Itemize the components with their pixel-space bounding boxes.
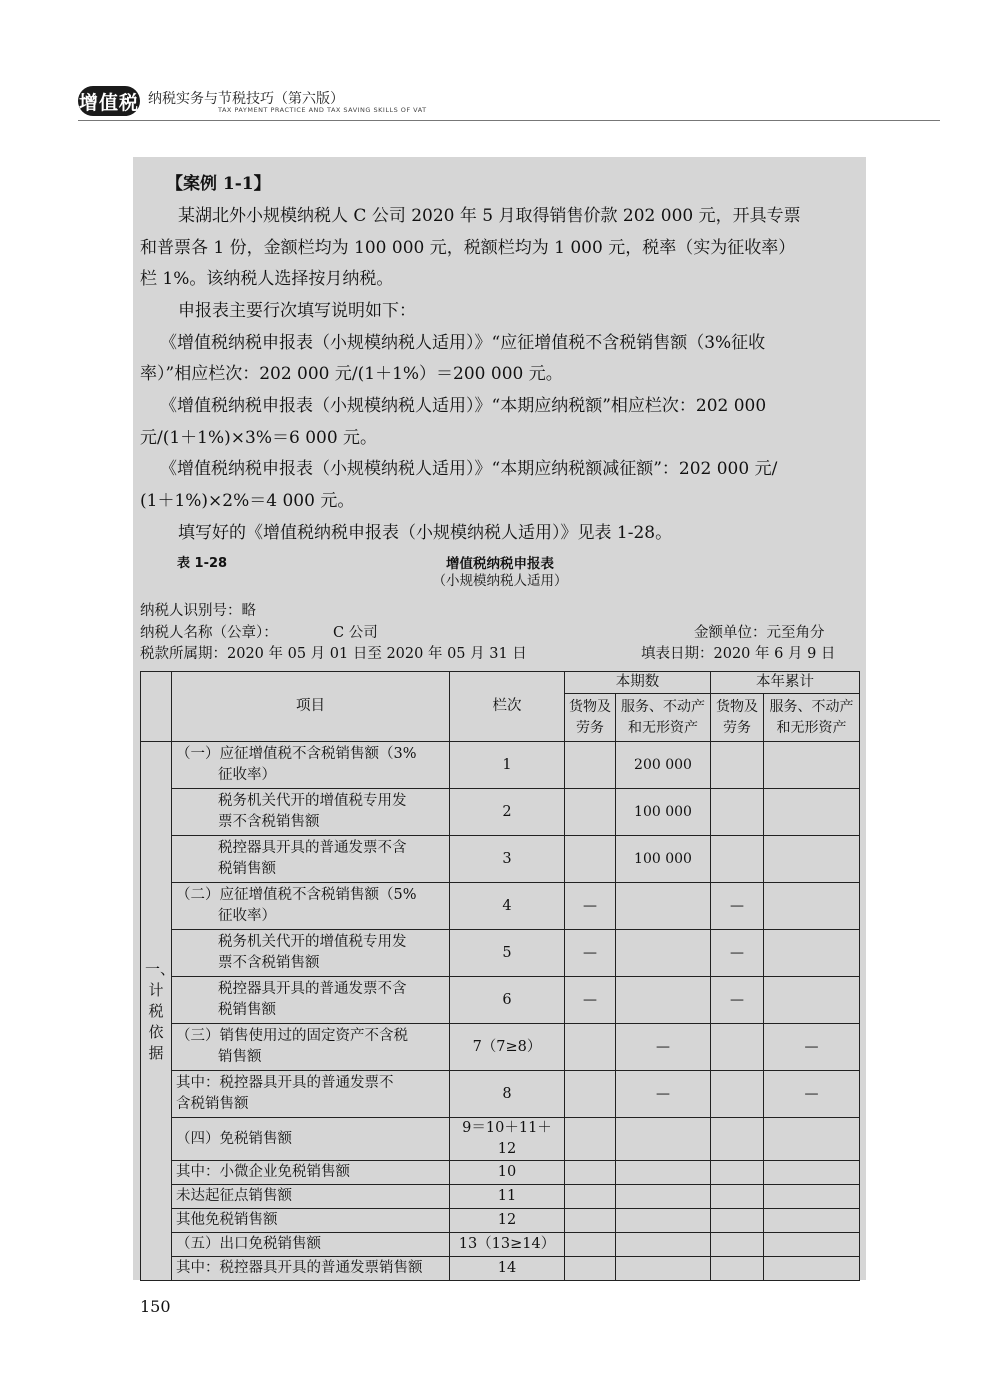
tax-period: 税款所属期：2020 年 05 月 01 日至 2020 年 05 月 31 日 — [140, 646, 527, 662]
row-item: 税控器具开具的普通发票不含 税销售额 — [172, 977, 450, 1024]
cell-ys — [764, 1161, 860, 1185]
taxpayer-name-label: 纳税人名称（公章）： — [140, 625, 278, 641]
table-row — [141, 1071, 860, 1118]
cell-ys — [764, 742, 860, 789]
case-line: 率）”相应栏次：202 000 元/(1＋1%）＝200 000 元。 — [140, 364, 563, 384]
cell-cs — [616, 1209, 711, 1233]
case-line: 《增值税纳税申报表（小规模纳税人适用）》“本期应纳税额减征额”：202 000 元/ — [160, 459, 778, 479]
cell-cg — [565, 836, 616, 883]
cell-yg — [711, 742, 764, 789]
cell-yg: — — [711, 883, 764, 930]
cell-ys: — — [764, 1024, 860, 1071]
corner-cell — [141, 672, 172, 742]
row-item: 税控器具开具的普通发票不含 税销售额 — [172, 836, 450, 883]
case-line: 某湖北外小规模纳税人 C 公司 2020 年 5 月取得销售价款 202 000 元，开具专票 — [178, 206, 801, 226]
vat-return-table — [140, 671, 860, 1281]
cell-line: 9＝10＋11＋12 — [450, 1118, 565, 1161]
cell-cs — [616, 1118, 711, 1161]
cell-cg — [565, 1233, 616, 1257]
cell-cg: — — [565, 883, 616, 930]
table-row — [141, 883, 860, 930]
cell-cs: 100 000 — [616, 789, 711, 836]
cell-ys — [764, 1118, 860, 1161]
cell-cg — [565, 1161, 616, 1185]
cell-cs — [616, 883, 711, 930]
cell-line: 11 — [450, 1185, 565, 1209]
cell-cg — [565, 1257, 616, 1281]
table-row — [141, 742, 860, 789]
header-services-current: 服务、不动产 和无形资产 — [616, 694, 711, 742]
page-number: 150 — [140, 1297, 171, 1316]
row-item: （二）应征增值税不含税销售额（5% 征收率） — [172, 883, 450, 930]
header-rule — [78, 120, 940, 121]
cell-cg — [565, 1024, 616, 1071]
table-title: 增值税纳税申报表 — [446, 556, 554, 572]
taxpayer-name: C 公司 — [333, 625, 378, 641]
cell-cs — [616, 1185, 711, 1209]
cell-line: 1 — [450, 742, 565, 789]
cell-ys — [764, 1233, 860, 1257]
table-row — [141, 1024, 860, 1071]
row-item: 其中：小微企业免税销售额 — [172, 1161, 450, 1185]
table-row — [141, 1185, 860, 1209]
table-subtitle: （小规模纳税人适用） — [432, 573, 568, 589]
row-item: （三）销售使用过的固定资产不含税 销售额 — [172, 1024, 450, 1071]
case-line: 栏 1%。该纳税人选择按月纳税。 — [140, 269, 394, 289]
case-line: 元/(1＋1%)×3%＝6 000 元。 — [140, 428, 378, 448]
cell-cs: 200 000 — [616, 742, 711, 789]
row-item: （五）出口免税销售额 — [172, 1233, 450, 1257]
section-label: 一、 计 税 依 据 — [141, 742, 172, 1281]
table-row — [141, 1233, 860, 1257]
cell-ys — [764, 883, 860, 930]
case-line: 申报表主要行次填写说明如下： — [178, 301, 416, 321]
cell-cg: — — [565, 977, 616, 1024]
cell-yg — [711, 1209, 764, 1233]
cell-line: 7（7≥8） — [450, 1024, 565, 1071]
book-title: 纳税实务与节税技巧（第六版） — [148, 91, 344, 107]
header-line: 栏次 — [450, 672, 565, 742]
cell-cs — [616, 1233, 711, 1257]
cell-line: 8 — [450, 1071, 565, 1118]
cell-cs: — — [616, 1024, 711, 1071]
table-row — [141, 977, 860, 1024]
cell-line: 5 — [450, 930, 565, 977]
cell-line: 13（13≥14） — [450, 1233, 565, 1257]
cell-line: 6 — [450, 977, 565, 1024]
row-item: （四）免税销售额 — [172, 1118, 450, 1161]
row-item: 税务机关代开的增值税专用发 票不含税销售额 — [172, 930, 450, 977]
table-row — [141, 1209, 860, 1233]
cell-ys — [764, 836, 860, 883]
header-services-ytd: 服务、不动产 和无形资产 — [764, 694, 860, 742]
case-line: 《增值税纳税申报表（小规模纳税人适用）》“本期应纳税额”相应栏次：202 000 — [160, 396, 767, 416]
row-item: 其中：税控器具开具的普通发票销售额 — [172, 1257, 450, 1281]
header-goods-current: 货物及 劳务 — [565, 694, 616, 742]
cell-yg — [711, 1233, 764, 1257]
cell-yg — [711, 1161, 764, 1185]
cell-yg: — — [711, 930, 764, 977]
header-goods-ytd: 货物及 劳务 — [711, 694, 764, 742]
cell-cg — [565, 1118, 616, 1161]
cell-line: 2 — [450, 789, 565, 836]
case-title: 【案例 1-1】 — [166, 174, 271, 194]
cell-yg — [711, 1118, 764, 1161]
cell-line: 10 — [450, 1161, 565, 1185]
cell-cg — [565, 789, 616, 836]
cell-yg — [711, 1024, 764, 1071]
fill-date: 填表日期：2020 年 6 月 9 日 — [641, 646, 836, 662]
cell-line: 4 — [450, 883, 565, 930]
row-item: 其他免税销售额 — [172, 1209, 450, 1233]
cell-yg — [711, 1071, 764, 1118]
case-line: 《增值税纳税申报表（小规模纳税人适用）》“应征增值税不含税销售额（3%征收 — [160, 333, 766, 353]
cell-ys — [764, 789, 860, 836]
table-row — [141, 789, 860, 836]
table-row — [141, 836, 860, 883]
cell-yg — [711, 789, 764, 836]
row-item: 未达起征点销售额 — [172, 1185, 450, 1209]
case-line: (1＋1%)×2%＝4 000 元。 — [140, 491, 355, 511]
cell-cs — [616, 1161, 711, 1185]
amount-unit: 金额单位：元至角分 — [694, 625, 825, 641]
row-item: （一）应征增值税不含税销售额（3% 征收率） — [172, 742, 450, 789]
row-item: 税务机关代开的增值税专用发 票不含税销售额 — [172, 789, 450, 836]
cell-cg: — — [565, 930, 616, 977]
table-row — [141, 1161, 860, 1185]
cell-cs — [616, 1257, 711, 1281]
cell-ys — [764, 977, 860, 1024]
table-label: 表 1-28 — [177, 556, 228, 571]
cell-cg — [565, 1185, 616, 1209]
case-line: 和普票各 1 份，金额栏均为 100 000 元，税额栏均为 1 000 元，税率（实为征收率） — [140, 238, 796, 258]
cell-yg — [711, 1185, 764, 1209]
table-row — [141, 1257, 860, 1281]
cell-cs: 100 000 — [616, 836, 711, 883]
cell-ys — [764, 1209, 860, 1233]
cell-line: 3 — [450, 836, 565, 883]
header-ytd: 本年累计 — [711, 672, 860, 694]
cell-cg — [565, 1071, 616, 1118]
cell-cg — [565, 742, 616, 789]
cell-yg — [711, 1257, 764, 1281]
header-item: 项目 — [172, 672, 450, 742]
book-subtitle: TAX PAYMENT PRACTICE AND TAX SAVING SKILLS OF VAT — [218, 106, 427, 114]
cell-ys — [764, 930, 860, 977]
cell-line: 12 — [450, 1209, 565, 1233]
cell-yg: — — [711, 977, 764, 1024]
case-line: 填写好的《增值税纳税申报表（小规模纳税人适用）》见表 1-28。 — [178, 523, 673, 543]
table-row — [141, 930, 860, 977]
page-header — [78, 84, 940, 120]
cell-yg — [711, 836, 764, 883]
cell-ys — [764, 1185, 860, 1209]
row-item: 其中：税控器具开具的普通发票不 含税销售额 — [172, 1071, 450, 1118]
book-badge: 增值税 — [78, 86, 140, 116]
table-row — [141, 1118, 860, 1161]
cell-cs — [616, 977, 711, 1024]
header-current: 本期数 — [565, 672, 711, 694]
cell-cs — [616, 930, 711, 977]
taxpayer-id: 纳税人识别号：略 — [140, 603, 256, 619]
cell-ys: — — [764, 1071, 860, 1118]
cell-cs: — — [616, 1071, 711, 1118]
cell-ys — [764, 1257, 860, 1281]
cell-cg — [565, 1209, 616, 1233]
cell-line: 14 — [450, 1257, 565, 1281]
